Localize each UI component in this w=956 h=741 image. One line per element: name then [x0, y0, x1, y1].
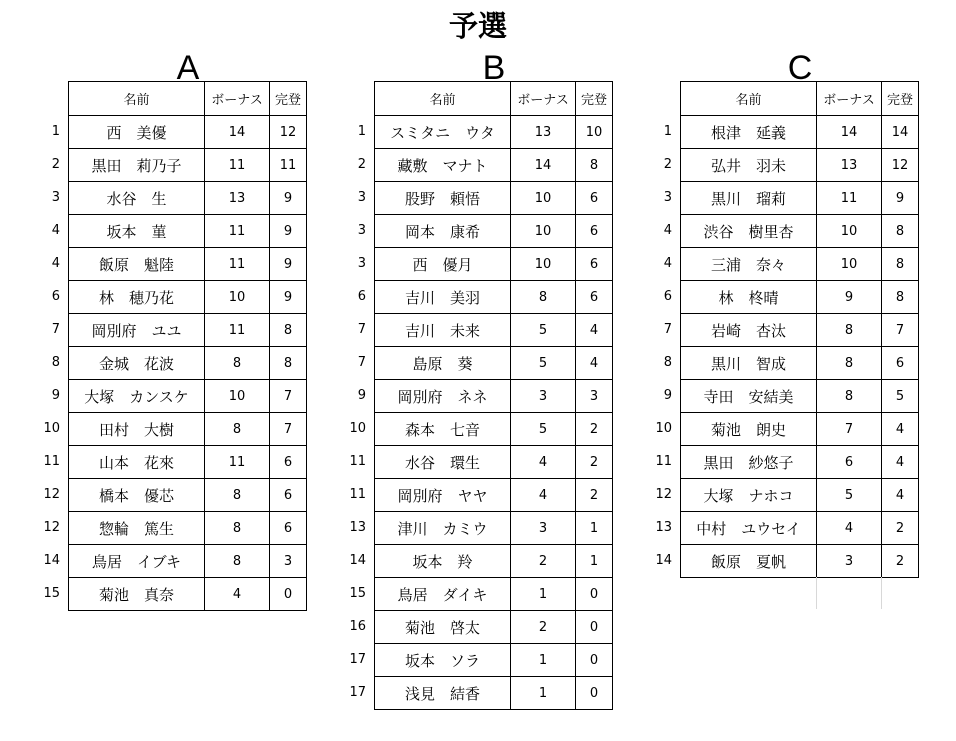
rank-number: 13: [655, 520, 672, 535]
rank-number: 16: [349, 619, 366, 634]
athlete-name: 大塚 ナホコ: [681, 479, 817, 512]
bonus-count: 11: [817, 182, 882, 215]
complete-count: 9: [270, 182, 307, 215]
complete-count: 11: [270, 149, 307, 182]
complete-count: 14: [882, 116, 919, 149]
rank-number: 3: [357, 223, 366, 238]
complete-count: 2: [882, 545, 919, 578]
table-row: [681, 545, 919, 578]
table-row: [375, 611, 613, 644]
complete-count: 0: [576, 644, 613, 677]
rank-number: 3: [357, 190, 366, 205]
table-row: [375, 644, 613, 677]
bonus-count: 8: [511, 281, 576, 314]
rank-number: 12: [43, 487, 60, 502]
bonus-count: 8: [205, 413, 270, 446]
header-complete: 完登: [270, 82, 307, 116]
complete-count: 8: [576, 149, 613, 182]
bonus-count: 5: [511, 413, 576, 446]
complete-count: 2: [576, 479, 613, 512]
complete-count: 12: [882, 149, 919, 182]
bonus-count: 10: [511, 215, 576, 248]
table-row: [375, 413, 613, 446]
rank-number: 9: [357, 388, 366, 403]
rank-number: 3: [357, 256, 366, 271]
bonus-count: 4: [817, 512, 882, 545]
complete-count: 6: [576, 182, 613, 215]
rank-number: 17: [349, 685, 366, 700]
bonus-count: 10: [511, 182, 576, 215]
complete-count: 0: [576, 578, 613, 611]
table-row: [375, 578, 613, 611]
table-row: [681, 446, 919, 479]
bonus-count: 11: [205, 248, 270, 281]
rank-number: 12: [655, 487, 672, 502]
complete-count: 6: [576, 215, 613, 248]
table-row: [69, 446, 307, 479]
rank-number: 4: [51, 256, 60, 271]
complete-count: 7: [882, 314, 919, 347]
table-row: [69, 512, 307, 545]
rank-header-spacer: [30, 81, 60, 115]
table-row: [375, 182, 613, 215]
rank-column: [30, 81, 60, 610]
complete-count: 4: [882, 413, 919, 446]
bonus-count: 14: [205, 116, 270, 149]
table-header-row: [375, 82, 613, 116]
complete-count: 9: [270, 215, 307, 248]
table-row: [681, 182, 919, 215]
complete-count: 8: [882, 281, 919, 314]
athlete-name: 浅見 結香: [375, 677, 511, 710]
table-row: [375, 149, 613, 182]
bonus-count: 14: [817, 116, 882, 149]
table-row: [69, 347, 307, 380]
bonus-count: 8: [817, 347, 882, 380]
table-row: [69, 314, 307, 347]
athlete-name: 三浦 奈々: [681, 248, 817, 281]
table-row: [681, 512, 919, 545]
table-row: [69, 545, 307, 578]
complete-count: 7: [270, 380, 307, 413]
bonus-count: 11: [205, 446, 270, 479]
bonus-count: 10: [205, 281, 270, 314]
complete-count: 2: [882, 512, 919, 545]
complete-count: 9: [270, 281, 307, 314]
complete-count: 3: [270, 545, 307, 578]
rank-column: [336, 81, 366, 709]
bonus-count: 8: [205, 512, 270, 545]
rank-number: 1: [357, 124, 366, 139]
bonus-count: 9: [817, 281, 882, 314]
athlete-name: 水谷 生: [69, 182, 205, 215]
table-row: [375, 281, 613, 314]
athlete-name: 飯原 夏帆: [681, 545, 817, 578]
complete-count: 12: [270, 116, 307, 149]
complete-count: 6: [882, 347, 919, 380]
bonus-count: 5: [817, 479, 882, 512]
table-row: [375, 512, 613, 545]
header-name: 名前: [681, 82, 817, 116]
athlete-name: 中村 ユウセイ: [681, 512, 817, 545]
rank-number: 2: [357, 157, 366, 172]
athlete-name: 岩崎 杏汰: [681, 314, 817, 347]
complete-count: 6: [270, 446, 307, 479]
table-row: [681, 314, 919, 347]
table-row: [681, 215, 919, 248]
complete-count: 2: [576, 413, 613, 446]
athlete-name: 林 柊晴: [681, 281, 817, 314]
complete-count: 1: [576, 545, 613, 578]
header-name: 名前: [375, 82, 511, 116]
athlete-name: 岡別府 ネネ: [375, 380, 511, 413]
rank-number: 7: [357, 322, 366, 337]
header-complete: 完登: [576, 82, 613, 116]
bonus-count: 5: [511, 314, 576, 347]
bonus-count: 1: [511, 644, 576, 677]
bonus-count: 11: [205, 149, 270, 182]
complete-count: 7: [270, 413, 307, 446]
group-c-results: [655, 81, 919, 578]
table-row: [69, 116, 307, 149]
header-name: 名前: [69, 82, 205, 116]
page-title: 予選: [448, 9, 507, 43]
bonus-count: 14: [511, 149, 576, 182]
bonus-count: 10: [817, 215, 882, 248]
bonus-count: 4: [511, 479, 576, 512]
rank-header-spacer: [336, 81, 366, 115]
athlete-name: 島原 葵: [375, 347, 511, 380]
athlete-name: 菊池 真奈: [69, 578, 205, 611]
bonus-count: 8: [817, 380, 882, 413]
rank-number: 1: [663, 124, 672, 139]
bonus-count: 10: [511, 248, 576, 281]
table-row: [375, 215, 613, 248]
athlete-name: 坂本 菫: [69, 215, 205, 248]
bonus-count: 5: [511, 347, 576, 380]
bonus-count: 7: [817, 413, 882, 446]
athlete-name: 惣輪 篤生: [69, 512, 205, 545]
athlete-name: 岡本 康希: [375, 215, 511, 248]
bonus-count: 8: [817, 314, 882, 347]
rank-number: 9: [51, 388, 60, 403]
table-row: [69, 149, 307, 182]
table-row: [681, 116, 919, 149]
bonus-count: 3: [817, 545, 882, 578]
group-b-results: [349, 81, 613, 710]
table-row: [375, 248, 613, 281]
bonus-count: 10: [205, 380, 270, 413]
table-header-row: [69, 82, 307, 116]
complete-count: 6: [576, 281, 613, 314]
table-row: [375, 380, 613, 413]
rank-number: 3: [51, 190, 60, 205]
table-row: [69, 281, 307, 314]
bonus-count: 13: [511, 116, 576, 149]
table-row: [681, 281, 919, 314]
rank-number: 14: [43, 553, 60, 568]
athlete-name: 橋本 優芯: [69, 479, 205, 512]
bonus-count: 4: [205, 578, 270, 611]
athlete-name: 菊池 啓太: [375, 611, 511, 644]
athlete-name: 黒川 瑠莉: [681, 182, 817, 215]
complete-count: 0: [576, 677, 613, 710]
rank-number: 8: [51, 355, 60, 370]
athlete-name: 水谷 環生: [375, 446, 511, 479]
table-row: [681, 347, 919, 380]
table-row: [681, 149, 919, 182]
bonus-count: 6: [817, 446, 882, 479]
table-header-row: [681, 82, 919, 116]
athlete-name: スミタニ ウタ: [375, 116, 511, 149]
complete-count: 0: [270, 578, 307, 611]
athlete-name: 黒川 智成: [681, 347, 817, 380]
table-row: [69, 479, 307, 512]
athlete-name: 飯原 魁陸: [69, 248, 205, 281]
complete-count: 4: [882, 479, 919, 512]
table-row: [69, 578, 307, 611]
bonus-count: 3: [511, 380, 576, 413]
rank-number: 11: [349, 454, 366, 469]
athlete-name: 坂本 羚: [375, 545, 511, 578]
athlete-name: 鳥居 イブキ: [69, 545, 205, 578]
athlete-name: 西 優月: [375, 248, 511, 281]
table-row: [375, 314, 613, 347]
complete-count: 8: [270, 347, 307, 380]
athlete-name: 弘井 羽未: [681, 149, 817, 182]
table-row: [375, 545, 613, 578]
bonus-count: 4: [511, 446, 576, 479]
bonus-count: 8: [205, 479, 270, 512]
grid-line: [816, 577, 817, 609]
rank-number: 17: [349, 652, 366, 667]
rank-number: 7: [357, 355, 366, 370]
athlete-name: 渋谷 樹里杏: [681, 215, 817, 248]
rank-number: 9: [663, 388, 672, 403]
athlete-name: 田村 大樹: [69, 413, 205, 446]
group-label-a: A: [176, 49, 200, 87]
complete-count: 6: [270, 512, 307, 545]
rank-number: 8: [663, 355, 672, 370]
table-row: [681, 248, 919, 281]
rank-header-spacer: [642, 81, 672, 115]
bonus-count: 8: [205, 347, 270, 380]
complete-count: 9: [270, 248, 307, 281]
rank-number: 13: [349, 520, 366, 535]
athlete-name: 岡別府 ヤヤ: [375, 479, 511, 512]
complete-count: 8: [882, 248, 919, 281]
bonus-count: 13: [205, 182, 270, 215]
table-row: [69, 380, 307, 413]
table-row: [375, 446, 613, 479]
complete-count: 10: [576, 116, 613, 149]
results-table-c: [680, 81, 919, 578]
bonus-count: 13: [817, 149, 882, 182]
complete-count: 3: [576, 380, 613, 413]
complete-count: 6: [270, 479, 307, 512]
rank-number: 10: [349, 421, 366, 436]
complete-count: 4: [576, 347, 613, 380]
rank-number: 12: [43, 520, 60, 535]
complete-count: 4: [882, 446, 919, 479]
results-table-a: [68, 81, 307, 611]
athlete-name: 津川 カミウ: [375, 512, 511, 545]
athlete-name: 西 美優: [69, 116, 205, 149]
rank-number: 11: [655, 454, 672, 469]
group-label-b: B: [482, 49, 506, 87]
header-bonus: ボーナス: [817, 82, 882, 116]
bonus-count: 2: [511, 545, 576, 578]
athlete-name: 菊池 朗史: [681, 413, 817, 446]
athlete-name: 黒田 莉乃子: [69, 149, 205, 182]
athlete-name: 坂本 ソラ: [375, 644, 511, 677]
table-row: [69, 182, 307, 215]
athlete-name: 吉川 未来: [375, 314, 511, 347]
rank-number: 10: [655, 421, 672, 436]
table-row: [375, 116, 613, 149]
rank-column: [642, 81, 672, 577]
rank-number: 2: [663, 157, 672, 172]
athlete-name: 森本 七音: [375, 413, 511, 446]
table-row: [375, 479, 613, 512]
bonus-count: 8: [205, 545, 270, 578]
bonus-count: 10: [817, 248, 882, 281]
table-row: [375, 347, 613, 380]
athlete-name: 黒田 紗悠子: [681, 446, 817, 479]
rank-number: 2: [51, 157, 60, 172]
table-row: [375, 677, 613, 710]
rank-number: 15: [349, 586, 366, 601]
bonus-count: 3: [511, 512, 576, 545]
table-row: [69, 248, 307, 281]
rank-number: 4: [663, 223, 672, 238]
header-complete: 完登: [882, 82, 919, 116]
rank-number: 10: [43, 421, 60, 436]
table-row: [69, 215, 307, 248]
athlete-name: 藏敷 マナト: [375, 149, 511, 182]
table-row: [681, 413, 919, 446]
bonus-count: 11: [205, 314, 270, 347]
complete-count: 9: [882, 182, 919, 215]
complete-count: 8: [270, 314, 307, 347]
rank-number: 6: [663, 289, 672, 304]
rank-number: 6: [357, 289, 366, 304]
complete-count: 8: [882, 215, 919, 248]
athlete-name: 股野 頼悟: [375, 182, 511, 215]
group-a-results: [43, 81, 307, 611]
athlete-name: 大塚 カンスケ: [69, 380, 205, 413]
complete-count: 4: [576, 314, 613, 347]
rank-number: 7: [663, 322, 672, 337]
bonus-count: 1: [511, 578, 576, 611]
rank-number: 4: [51, 223, 60, 238]
athlete-name: 金城 花波: [69, 347, 205, 380]
athlete-name: 山本 花來: [69, 446, 205, 479]
athlete-name: 鳥居 ダイキ: [375, 578, 511, 611]
rank-number: 7: [51, 322, 60, 337]
athlete-name: 岡別府 ユユ: [69, 314, 205, 347]
athlete-name: 吉川 美羽: [375, 281, 511, 314]
rank-number: 6: [51, 289, 60, 304]
rank-number: 14: [655, 553, 672, 568]
rank-number: 11: [43, 454, 60, 469]
group-label-c: C: [787, 49, 813, 87]
rank-number: 11: [349, 487, 366, 502]
header-bonus: ボーナス: [511, 82, 576, 116]
header-bonus: ボーナス: [205, 82, 270, 116]
rank-number: 14: [349, 553, 366, 568]
complete-count: 0: [576, 611, 613, 644]
rank-number: 15: [43, 586, 60, 601]
results-table-b: [374, 81, 613, 710]
table-row: [681, 479, 919, 512]
athlete-name: 根津 延義: [681, 116, 817, 149]
table-row: [681, 380, 919, 413]
athlete-name: 林 穂乃花: [69, 281, 205, 314]
rank-number: 3: [663, 190, 672, 205]
rank-number: 4: [663, 256, 672, 271]
complete-count: 2: [576, 446, 613, 479]
athlete-name: 寺田 安結美: [681, 380, 817, 413]
bonus-count: 2: [511, 611, 576, 644]
table-row: [69, 413, 307, 446]
rank-number: 1: [51, 124, 60, 139]
bonus-count: 1: [511, 677, 576, 710]
grid-line: [881, 577, 882, 609]
complete-count: 1: [576, 512, 613, 545]
bonus-count: 11: [205, 215, 270, 248]
complete-count: 5: [882, 380, 919, 413]
complete-count: 6: [576, 248, 613, 281]
